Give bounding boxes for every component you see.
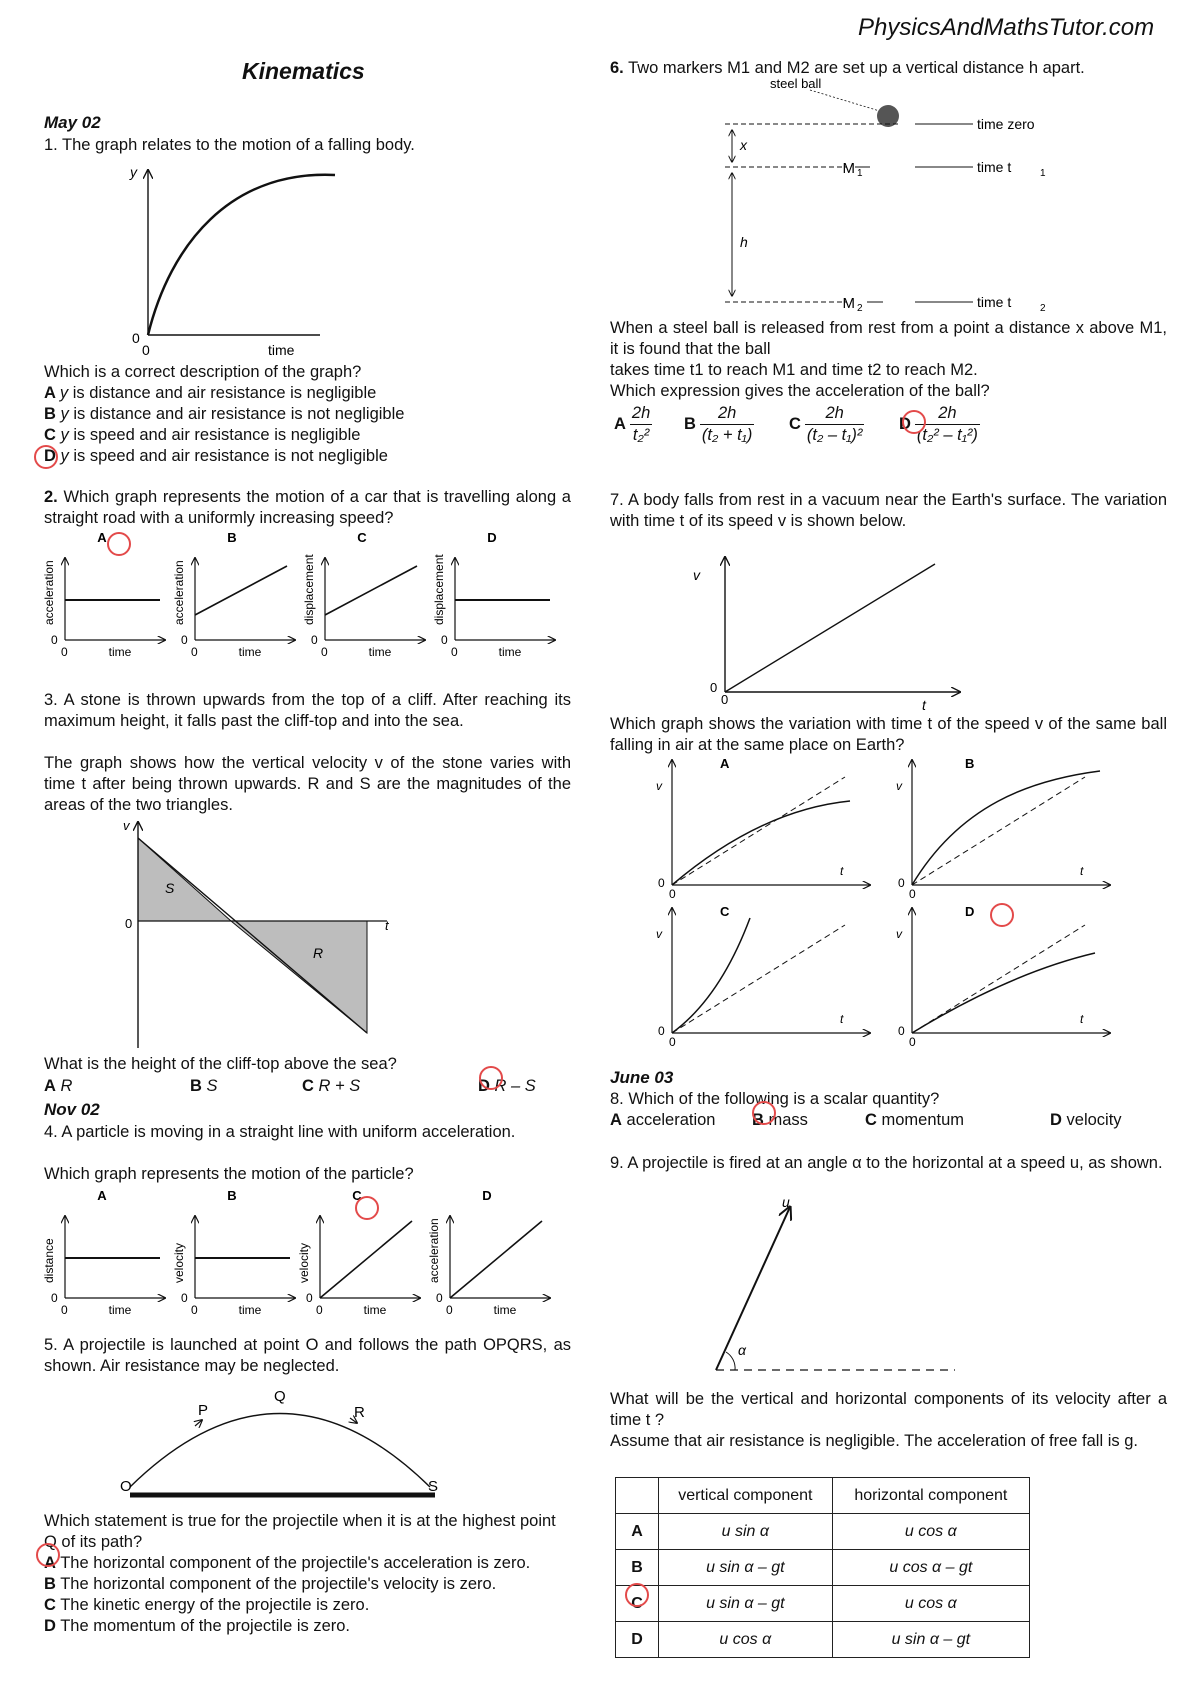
svg-text:v: v (896, 779, 902, 793)
svg-text:time: time (363, 1303, 387, 1317)
q3-text1: 3. A stone is thrown upwards from the top of a cliff. After reaching its maximum height, it falls past the cliff-top and into the sea. (44, 691, 571, 730)
svg-text:acceleration: acceleration (427, 1218, 441, 1283)
svg-text:time: time (238, 1303, 262, 1317)
q9-header-cell: vertical component (659, 1478, 833, 1514)
svg-text:B: B (227, 530, 237, 545)
q9-option-cell: u cos α (832, 1586, 1029, 1622)
svg-text:D: D (482, 1188, 492, 1203)
svg-text:0: 0 (898, 1024, 905, 1038)
q8-option-d[interactable]: D velocity (1050, 1111, 1122, 1129)
q9-header-cell: horizontal component (832, 1478, 1029, 1514)
q5-text: 5. A projectile is launched at point O and follows the path OPQRS, as shown. Air resistance may be neglected. (44, 1336, 571, 1375)
answer-circle (36, 1543, 60, 1567)
answer-circle (355, 1196, 379, 1220)
svg-text:B: B (227, 1188, 237, 1203)
q4-text: 4. A particle is moving in a straight line with uniform acceleration. (44, 1123, 516, 1141)
svg-text:2: 2 (857, 303, 863, 314)
q1-graph-axes (120, 165, 380, 365)
q6-option-c[interactable]: C $\frac{2h}{\text{(t₂ – t₁)²}}$ (789, 404, 863, 444)
q6-text: 6. Two markers M1 and M2 are set up a vertical distance h apart. (610, 59, 1085, 77)
svg-text:0: 0 (181, 1291, 188, 1305)
q6-diagram (715, 74, 1095, 314)
q4-graph-b (172, 1188, 295, 1317)
q1-axis-y: y (130, 164, 137, 180)
q9-option-cell: u sin α – gt (659, 1550, 833, 1586)
svg-text:0: 0 (311, 633, 318, 647)
q9-diagram (700, 1195, 970, 1375)
q9-option-letter: A (616, 1514, 659, 1550)
svg-text:0: 0 (721, 692, 729, 707)
svg-text:t: t (840, 1012, 844, 1026)
q9-option-cell: u cos α – gt (832, 1550, 1029, 1586)
q9-option-letter: B (616, 1550, 659, 1586)
svg-text:acceleration: acceleration (172, 560, 186, 625)
q6-option-a[interactable]: A $\frac{2h}{\text{t₂²}}$ (614, 404, 651, 444)
q7-graph-c (656, 904, 870, 1049)
svg-text:v: v (896, 927, 902, 941)
svg-text:displacement: displacement (432, 554, 446, 625)
svg-text:D: D (487, 530, 497, 545)
q9-option-row[interactable] (616, 1586, 1030, 1622)
svg-text:0: 0 (181, 633, 188, 647)
svg-text:A: A (97, 530, 107, 545)
svg-text:distance: distance (42, 1238, 56, 1283)
answer-circle (107, 532, 131, 556)
svg-text:time: time (238, 645, 262, 659)
answer-circle (34, 445, 58, 469)
svg-text:v: v (123, 818, 130, 833)
svg-text:displacement: displacement (302, 554, 316, 625)
svg-text:C: C (352, 1188, 362, 1203)
page-title: Kinematics (242, 58, 365, 84)
svg-text:0: 0 (710, 680, 718, 695)
svg-text:C: C (720, 904, 730, 919)
svg-text:P: P (198, 1402, 209, 1419)
svg-text:0: 0 (446, 1303, 453, 1317)
svg-text:M: M (842, 295, 855, 312)
svg-text:0: 0 (61, 1303, 68, 1317)
svg-text:t: t (1080, 864, 1084, 878)
site-header: PhysicsAndMathsTutor.com (858, 14, 1155, 41)
svg-text:0: 0 (61, 645, 68, 659)
svg-text:0: 0 (669, 1035, 676, 1049)
q1-option-a[interactable]: A y is distance and air resistance is negligible (44, 384, 377, 402)
q9-note: Assume that air resistance is negligible. The acceleration of free fall is g. (610, 1432, 1138, 1450)
svg-text:t: t (1080, 1012, 1084, 1026)
q8-option-b[interactable]: B mass (752, 1111, 808, 1129)
svg-text:0: 0 (125, 916, 133, 931)
q8-text: 8. Which of the following is a scalar quantity? (610, 1090, 940, 1108)
svg-text:C: C (357, 530, 367, 545)
q7-question: Which graph shows the variation with time t of the speed v of the same ball falling in air at the same place on Earth? (610, 715, 1167, 754)
q7-graph-options (650, 755, 1120, 1049)
q6-m1: M (842, 160, 855, 177)
q8-option-a[interactable]: A acceleration (610, 1111, 716, 1129)
q7-graph-a (656, 756, 870, 901)
svg-text:A: A (720, 756, 730, 771)
q4-question: Which graph represents the motion of the particle? (44, 1165, 414, 1183)
svg-text:0: 0 (321, 645, 328, 659)
session-may02: May 02 (44, 113, 101, 132)
svg-text:acceleration: acceleration (42, 560, 56, 625)
q5-path-diagram (110, 1385, 470, 1505)
svg-text:time: time (493, 1303, 517, 1317)
q7-graph-b (896, 756, 1110, 901)
q8-options (610, 1110, 1170, 1132)
q6-question: Which expression gives the acceleration of the ball? (610, 382, 990, 400)
q5-option-b[interactable]: B The horizontal component of the projectile's velocity is zero. (44, 1575, 497, 1593)
q5-question: Which statement is true for the projectile when it is at the highest point Q of its path? (44, 1512, 556, 1551)
svg-text:0: 0 (191, 1303, 198, 1317)
svg-text:A: A (97, 1188, 107, 1203)
svg-text:0: 0 (191, 645, 198, 659)
svg-text:R: R (354, 1404, 365, 1421)
answer-circle (990, 903, 1014, 927)
session-june03: June 03 (610, 1068, 674, 1087)
q3-option-b[interactable]: B S (190, 1077, 218, 1095)
q2-graph-d (432, 530, 555, 659)
q6-text3: takes time t1 to reach M1 and time t2 to reach M2. (610, 361, 978, 379)
q5-options (44, 1553, 584, 1637)
svg-text:u: u (782, 1194, 790, 1210)
q6-option-d[interactable]: D $\frac{2h}{\text{(t₂² – t₁²)}}$ (899, 404, 978, 444)
q1-stem: 1. The graph relates to the motion of a falling body. (44, 136, 415, 154)
svg-text:0: 0 (898, 876, 905, 890)
svg-text:S: S (428, 1478, 439, 1495)
q1-options (44, 383, 504, 467)
svg-text:0: 0 (306, 1291, 313, 1305)
q5-option-c[interactable]: C The kinetic energy of the projectile is zero. (44, 1596, 370, 1614)
q9-option-cell: u sin α (659, 1514, 833, 1550)
q1-question: Which is a correct description of the graph? (44, 363, 362, 381)
q4-graph-a (42, 1188, 165, 1317)
svg-text:2: 2 (1040, 303, 1046, 314)
svg-text:1: 1 (1040, 168, 1046, 179)
q9-header-cell (616, 1478, 659, 1514)
svg-text:x: x (740, 137, 747, 153)
svg-text:time zero: time zero (977, 116, 1035, 132)
q9-option-cell: u cos α (659, 1622, 833, 1658)
svg-text:time: time (368, 645, 392, 659)
q9-option-cell: u cos α (832, 1514, 1029, 1550)
svg-text:steel ball: steel ball (770, 76, 822, 91)
svg-text:velocity: velocity (297, 1242, 311, 1283)
q9-option-row[interactable] (616, 1514, 1030, 1550)
q1-option-b[interactable]: B y is distance and air resistance is not negligible (44, 405, 405, 423)
svg-text:v: v (693, 567, 700, 583)
q3-option-c[interactable]: C R + S (302, 1077, 361, 1095)
q9-question: What will be the vertical and horizontal components of its velocity after a time t ? (610, 1390, 1167, 1429)
session-nov02: Nov 02 (44, 1100, 100, 1119)
svg-text:t: t (385, 918, 389, 933)
q6-option-b[interactable]: B $\frac{2h}{\text{(t₂ + t₁)}}$ (684, 404, 753, 444)
svg-text:0: 0 (909, 887, 916, 901)
q7-text: 7. A body falls from rest in a vacuum near the Earth's surface. The variation with time t of its speed v is shown below. (610, 491, 1167, 530)
q9-option-row[interactable] (616, 1622, 1030, 1658)
q3-question: What is the height of the cliff-top above the sea? (44, 1055, 397, 1073)
svg-text:1: 1 (857, 168, 863, 179)
svg-text:time: time (108, 645, 132, 659)
q1-option-c[interactable]: C y is speed and air resistance is negligible (44, 426, 361, 444)
q3-option-d[interactable]: D R – S (478, 1077, 536, 1095)
svg-text:B: B (965, 756, 975, 771)
svg-text:S: S (165, 880, 175, 896)
answer-circle (625, 1583, 649, 1607)
svg-text:0: 0 (669, 887, 676, 901)
svg-text:R: R (313, 945, 324, 961)
q2-graph-b (172, 530, 295, 659)
svg-text:time t: time t (977, 294, 1012, 310)
q3-text2: The graph shows how the vertical velocity v of the stone varies with time t after being thrown upwards. R and S are the magnitudes of the areas of the two triangles. (44, 754, 571, 814)
q9-text: 9. A projectile is fired at an angle α to the horizontal at a speed u, as shown. (610, 1154, 1163, 1172)
q9-option-cell: u sin α – gt (659, 1586, 833, 1622)
q4-graphs (40, 1188, 580, 1328)
q9-option-row[interactable] (616, 1550, 1030, 1586)
svg-text:h: h (740, 234, 748, 250)
q2-graph-c (302, 530, 425, 659)
svg-text:time t: time t (977, 159, 1012, 175)
q3-option-a[interactable]: A R (44, 1077, 73, 1095)
svg-text:v: v (656, 927, 662, 941)
svg-text:time: time (498, 645, 522, 659)
q1-axis-x: time (268, 342, 295, 358)
q9-option-letter: C (616, 1586, 659, 1622)
svg-text:time: time (108, 1303, 132, 1317)
q1-origin: 0 (132, 330, 140, 346)
svg-text:0: 0 (51, 1291, 58, 1305)
svg-text:0: 0 (658, 876, 665, 890)
svg-text:D: D (965, 904, 975, 919)
svg-text:0: 0 (909, 1035, 916, 1049)
q1-origin-x: 0 (142, 342, 150, 358)
q2-graph-a (42, 530, 165, 659)
q9-option-cell: u sin α – gt (832, 1622, 1029, 1658)
q6-text2: When a steel ball is released from rest from a point a distance x above M1, it is found that the ball (610, 319, 1167, 358)
q1-option-d[interactable]: D y is speed and air resistance is not negligible (44, 447, 388, 465)
svg-text:t: t (840, 864, 844, 878)
q4-graph-d (427, 1188, 550, 1317)
q2-text: 2. Which graph represents the motion of a car that is travelling along a straight road with a uniformly increasing speed? (44, 488, 571, 527)
q7-graph (690, 552, 970, 712)
svg-text:0: 0 (441, 633, 448, 647)
svg-text:O: O (120, 1478, 132, 1495)
q8-option-c[interactable]: C momentum (865, 1111, 965, 1129)
q3-graph (115, 808, 405, 1048)
svg-text:t: t (922, 697, 926, 713)
svg-text:0: 0 (451, 645, 458, 659)
q9-option-letter: D (616, 1622, 659, 1658)
q5-option-a[interactable]: A The horizontal component of the projectile's acceleration is zero. (44, 1554, 531, 1572)
answer-circle (902, 410, 926, 434)
svg-text:α: α (738, 1342, 746, 1358)
svg-text:0: 0 (436, 1291, 443, 1305)
svg-text:0: 0 (316, 1303, 323, 1317)
answer-circle (479, 1066, 503, 1090)
svg-text:0: 0 (51, 633, 58, 647)
q9-options-table (615, 1477, 1030, 1658)
q6-options (614, 403, 1174, 458)
svg-text:Q: Q (274, 1388, 286, 1405)
answer-circle (752, 1101, 776, 1125)
q5-option-d[interactable]: D The momentum of the projectile is zero. (44, 1617, 351, 1635)
svg-text:v: v (656, 779, 662, 793)
svg-text:0: 0 (658, 1024, 665, 1038)
svg-text:velocity: velocity (172, 1242, 186, 1283)
